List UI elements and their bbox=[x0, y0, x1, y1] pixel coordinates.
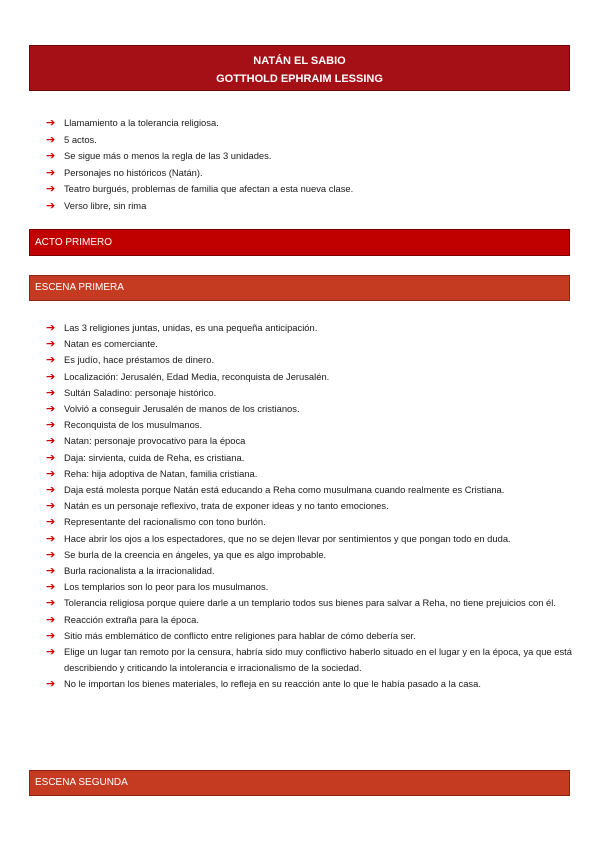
list-item-text: Reacción extraña para la época. bbox=[64, 613, 199, 625]
list-item bbox=[0, 563, 572, 579]
right-arrow-icon: ➔ bbox=[46, 117, 56, 129]
right-arrow-icon: ➔ bbox=[46, 516, 56, 529]
list-item bbox=[0, 352, 572, 368]
list-item-text: Llamamiento a la tolerancia religiosa. bbox=[64, 117, 219, 128]
right-arrow-icon: ➔ bbox=[46, 597, 56, 610]
right-arrow-icon: ➔ bbox=[46, 451, 56, 464]
list-item-text: Natan es comerciante. bbox=[64, 338, 158, 350]
scene1-list bbox=[0, 320, 572, 693]
list-item bbox=[0, 644, 572, 676]
list-item-text: Es judío, hace préstamos de dinero. bbox=[64, 354, 215, 366]
list-item bbox=[0, 148, 572, 165]
list-item-text: Reconquista de los musulmanos. bbox=[64, 419, 203, 431]
list-item bbox=[0, 181, 572, 198]
document-author: GOTTHOLD EPHRAIM LESSING bbox=[216, 73, 383, 85]
list-item-text: Verso libre, sin rima bbox=[64, 199, 147, 211]
right-arrow-icon: ➔ bbox=[46, 166, 56, 179]
list-item-text: Tolerancia religiosa porque quiere darle a un templario todos sus bienes para salvar a Reha, no tiene prejuicios con él. bbox=[64, 597, 556, 609]
scene-heading-second: ESCENA SEGUNDA bbox=[29, 770, 570, 796]
list-item-text: Natan: personaje provocativo para la época bbox=[64, 435, 246, 447]
right-arrow-icon: ➔ bbox=[46, 500, 56, 513]
list-item bbox=[0, 115, 572, 132]
right-arrow-icon: ➔ bbox=[46, 338, 56, 351]
list-item bbox=[0, 514, 572, 530]
list-item bbox=[0, 628, 572, 644]
scene-heading-first: ESCENA PRIMERA bbox=[29, 275, 570, 301]
list-item-text: Hace abrir los ojos a los espectadores, que no se dejen llevar por sentimientos y que pongan todo en duda. bbox=[64, 532, 511, 544]
list-item bbox=[0, 466, 572, 482]
list-item-text: Reha: hija adoptiva de Natan, familia cristiana. bbox=[64, 467, 258, 479]
list-item-text: Volvió a conseguir Jerusalén de manos de los cristianos. bbox=[64, 403, 300, 415]
list-item bbox=[0, 579, 572, 595]
act-heading: ACTO PRIMERO bbox=[29, 229, 570, 256]
intro-list bbox=[0, 115, 572, 215]
list-item bbox=[0, 547, 572, 563]
list-item bbox=[0, 401, 572, 417]
list-item bbox=[0, 336, 572, 352]
right-arrow-icon: ➔ bbox=[46, 548, 56, 561]
right-arrow-icon: ➔ bbox=[46, 565, 56, 578]
right-arrow-icon: ➔ bbox=[46, 386, 56, 399]
list-item-text: Las 3 religiones juntas, unidas, es una pequeña anticipación. bbox=[64, 322, 318, 333]
right-arrow-icon: ➔ bbox=[46, 581, 56, 594]
list-item bbox=[0, 676, 572, 692]
list-item bbox=[0, 595, 572, 611]
right-arrow-icon: ➔ bbox=[46, 419, 56, 432]
right-arrow-icon: ➔ bbox=[46, 613, 56, 626]
list-item bbox=[0, 385, 572, 401]
list-item bbox=[0, 320, 572, 336]
list-item bbox=[0, 198, 572, 215]
right-arrow-icon: ➔ bbox=[46, 678, 56, 691]
right-arrow-icon: ➔ bbox=[46, 133, 56, 146]
document-title-banner bbox=[29, 45, 570, 91]
right-arrow-icon: ➔ bbox=[46, 532, 56, 545]
list-item bbox=[0, 612, 572, 628]
list-item-text: Burla racionalista a la irracionalidad. bbox=[64, 565, 215, 577]
list-item-text: Natán es un personaje reflexivo, trata de exponer ideas y no tanto emociones. bbox=[64, 500, 389, 512]
list-item-text: Sultán Saladino: personaje histórico. bbox=[64, 386, 217, 398]
right-arrow-icon: ➔ bbox=[46, 629, 56, 642]
list-item-text: Daja está molesta porque Natán está educando a Reha como musulmana cuando realmente es Cristiana. bbox=[64, 484, 505, 496]
right-arrow-icon: ➔ bbox=[46, 199, 56, 212]
right-arrow-icon: ➔ bbox=[46, 403, 56, 416]
list-item bbox=[0, 132, 572, 149]
list-item-text: Localización: Jerusalén, Edad Media, reconquista de Jerusalén. bbox=[64, 370, 330, 382]
list-item bbox=[0, 482, 572, 498]
list-item-text: Los templarios son lo peor para los musulmanos. bbox=[64, 581, 269, 593]
list-item bbox=[0, 531, 572, 547]
list-item bbox=[0, 498, 572, 514]
right-arrow-icon: ➔ bbox=[46, 467, 56, 480]
list-item bbox=[0, 369, 572, 385]
right-arrow-icon: ➔ bbox=[46, 484, 56, 497]
list-item-text: 5 actos. bbox=[64, 133, 97, 145]
right-arrow-icon: ➔ bbox=[46, 354, 56, 367]
list-item-text: Se burla de la creencia en ángeles, ya que es algo improbable. bbox=[64, 548, 327, 560]
right-arrow-icon: ➔ bbox=[46, 435, 56, 448]
list-item bbox=[0, 165, 572, 182]
list-item-text: No le importan los bienes materiales, lo refleja en su reacción ante lo que le había pasado a la casa. bbox=[64, 678, 481, 690]
list-item-text: Sitio más emblemático de conflicto entre religiones para hablar de cómo debería ser. bbox=[64, 629, 416, 641]
document-title: NATÁN EL SABIO bbox=[253, 55, 346, 67]
list-item-text: Se sigue más o menos la regla de las 3 unidades. bbox=[64, 150, 272, 162]
right-arrow-icon: ➔ bbox=[46, 150, 56, 163]
right-arrow-icon: ➔ bbox=[46, 183, 56, 196]
list-item bbox=[0, 433, 572, 449]
list-item-text: Teatro burgués, problemas de familia que afectan a esta nueva clase. bbox=[64, 183, 354, 195]
list-item-text: Personajes no históricos (Natán). bbox=[64, 166, 203, 178]
list-item-text: Elige un lugar tan remoto por la censura, habría sido muy conflictivo haberlo situado en el lugar y en la época, ya que está describiendo y criticando la intolerancia e irracionalismo de la sociedad. bbox=[64, 646, 572, 674]
right-arrow-icon: ➔ bbox=[46, 322, 56, 334]
list-item-text: Daja: sirvienta, cuida de Reha, es cristiana. bbox=[64, 451, 245, 463]
right-arrow-icon: ➔ bbox=[46, 646, 56, 659]
list-item-text: Representante del racionalismo con tono burlón. bbox=[64, 516, 266, 528]
right-arrow-icon: ➔ bbox=[46, 370, 56, 383]
list-item bbox=[0, 417, 572, 433]
list-item bbox=[0, 450, 572, 466]
